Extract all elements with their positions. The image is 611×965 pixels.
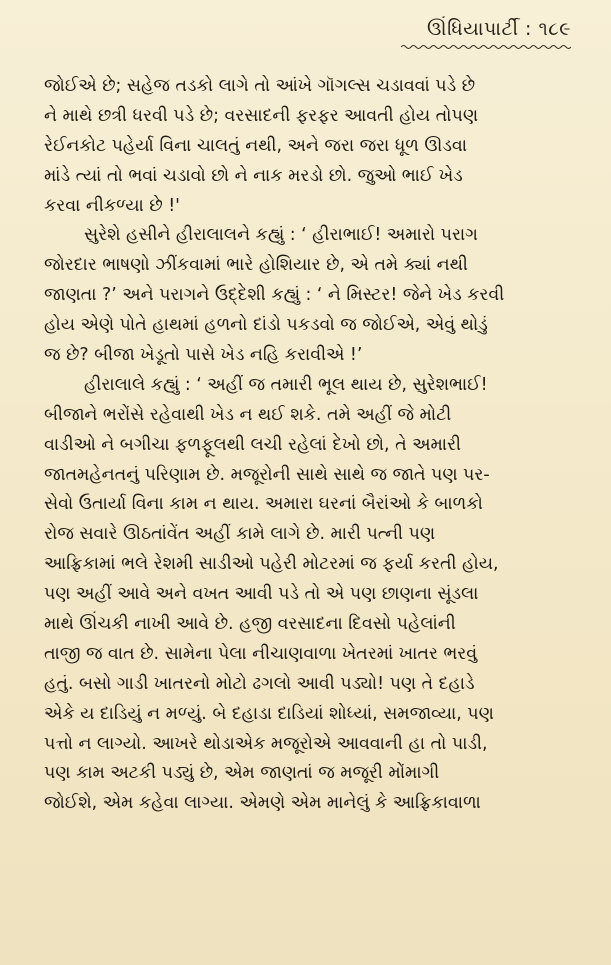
body-text (44, 72, 572, 819)
text-line: માથે ઊંચકી નાખી આવે છે. હજી વરસાદના દિવસો પહેલાંની (44, 614, 456, 635)
text-line: તાજી જ વાત છે. સામેના પેલા નીચાણવાળા ખેતરમાં ખાતર ભરવું (44, 643, 478, 664)
text-line: પત્તો ન લાગ્યો. આખરે થોડાએક મજૂરોએ આવવાની હા તો પાડી, (44, 733, 488, 754)
text-line: જોઈએ છે; સહેજ તડકો લાગે તો આંખે ગૉગલ્સ ચડાવવાં પડે છે (44, 76, 476, 96)
text-line: કરવા નીકળ્યા છે !' (44, 195, 180, 216)
text-line: જાણતા ?’ અને પરાગને ઉદ્દેશી કહ્યું : ‘ ને મિસ્ટર! જેને ખેડ કરવી (44, 285, 505, 306)
text-line: રેઈનકોટ પહેર્યા વિના ચાલતું નથી, અને જરા જરા ધૂળ ઊડવા (44, 135, 467, 156)
text-line: સુરેશે હસીને હીરાલાલને કહ્યું : ‘ હીરાભાઈ! અમારો પરાગ (84, 225, 478, 246)
text-line: જોરદાર ભાષણો ઝીંકવામાં ભારે હોશિયાર છે, એ તમે ક્યાં નથી (44, 255, 468, 276)
text-line: પણ કામ અટકી પડ્યું છે, એમ જાણતાં જ મજૂરી મોંમાગી (44, 763, 440, 784)
text-line: હોય એણે પોતે હાથમાં હળનો દાંડો પકડવો જ જોઈએ, એવું થોડું (44, 315, 488, 336)
text-line: પણ અહીં આવે અને વખત આવી પડે તો એ પણ છાણના સૂંડલા (44, 584, 479, 605)
text-line: હતું. બસો ગાડી ખાતરનો મોટો ઢગલો આવી પડ્યો! પણ તે દહાડે (44, 673, 475, 694)
text-line: સેવો ઉતાર્યા વિના કામ ન થાય. અમારા ઘરનાં બૈરાંઓ કે બાળકો (44, 494, 483, 515)
decorative-rule (401, 44, 571, 50)
text-line: રોજ સવારે ઊઠતાંવેંત અહીં કામે લાગે છે. મારી પત્ની પણ (44, 524, 435, 545)
text-line: ને માથે છત્રી ધરવી પડે છે; વરસાદની ફરફર આવતી હોય તોપણ (44, 105, 478, 126)
text-line: વાડીઓ ને બગીચા ફળફૂલથી લચી રહેલાં દેખો છો, તે અમારી (44, 434, 461, 455)
running-head (401, 18, 571, 50)
text-line: જ છે? બીજા ખેડૂતો પાસે ખેડ નહિ કરાવીએ !’ (44, 345, 363, 366)
text-line: બીજાને ભરોંસે રહેવાથી ખેડ ન થઈ શકે. તમે અહીં જે મોટી (44, 404, 452, 425)
text-line: આફ્રિકામાં ભલે રેશમી સાડીઓ પહેરી મોટરમાં જ ફર્યા કરતી હોય, (44, 554, 499, 575)
text-line: માંડે ત્યાં તો ભવાં ચડાવો છો ને નાક મરડો છો. જુઓ ભાઈ ખેડ (44, 165, 463, 186)
text-line: હીરાલાલે કહ્યું : ‘ અહીં જ તમારી ભૂલ થાય છે, સુરેશભાઈ! (84, 374, 488, 395)
text-line: એકે ય દાડિયું ન મળ્યું. બે દહાડા દાડિયાં શોધ્યાં, સમજાવ્યા, પણ (44, 703, 494, 724)
text-line: જાતમહેનતનું પરિણામ છે. મજૂરોની સાથે સાથે જ જાતે પણ પર- (44, 464, 490, 485)
text-line: જોઈશે, એમ કહેવા લાગ્યા. એમણે એમ માનેલું કે આફ્રિકાવાળા (44, 793, 481, 814)
running-head-text: ઊંધિયાપાર્ટી : ૧૮૯ (426, 18, 571, 40)
